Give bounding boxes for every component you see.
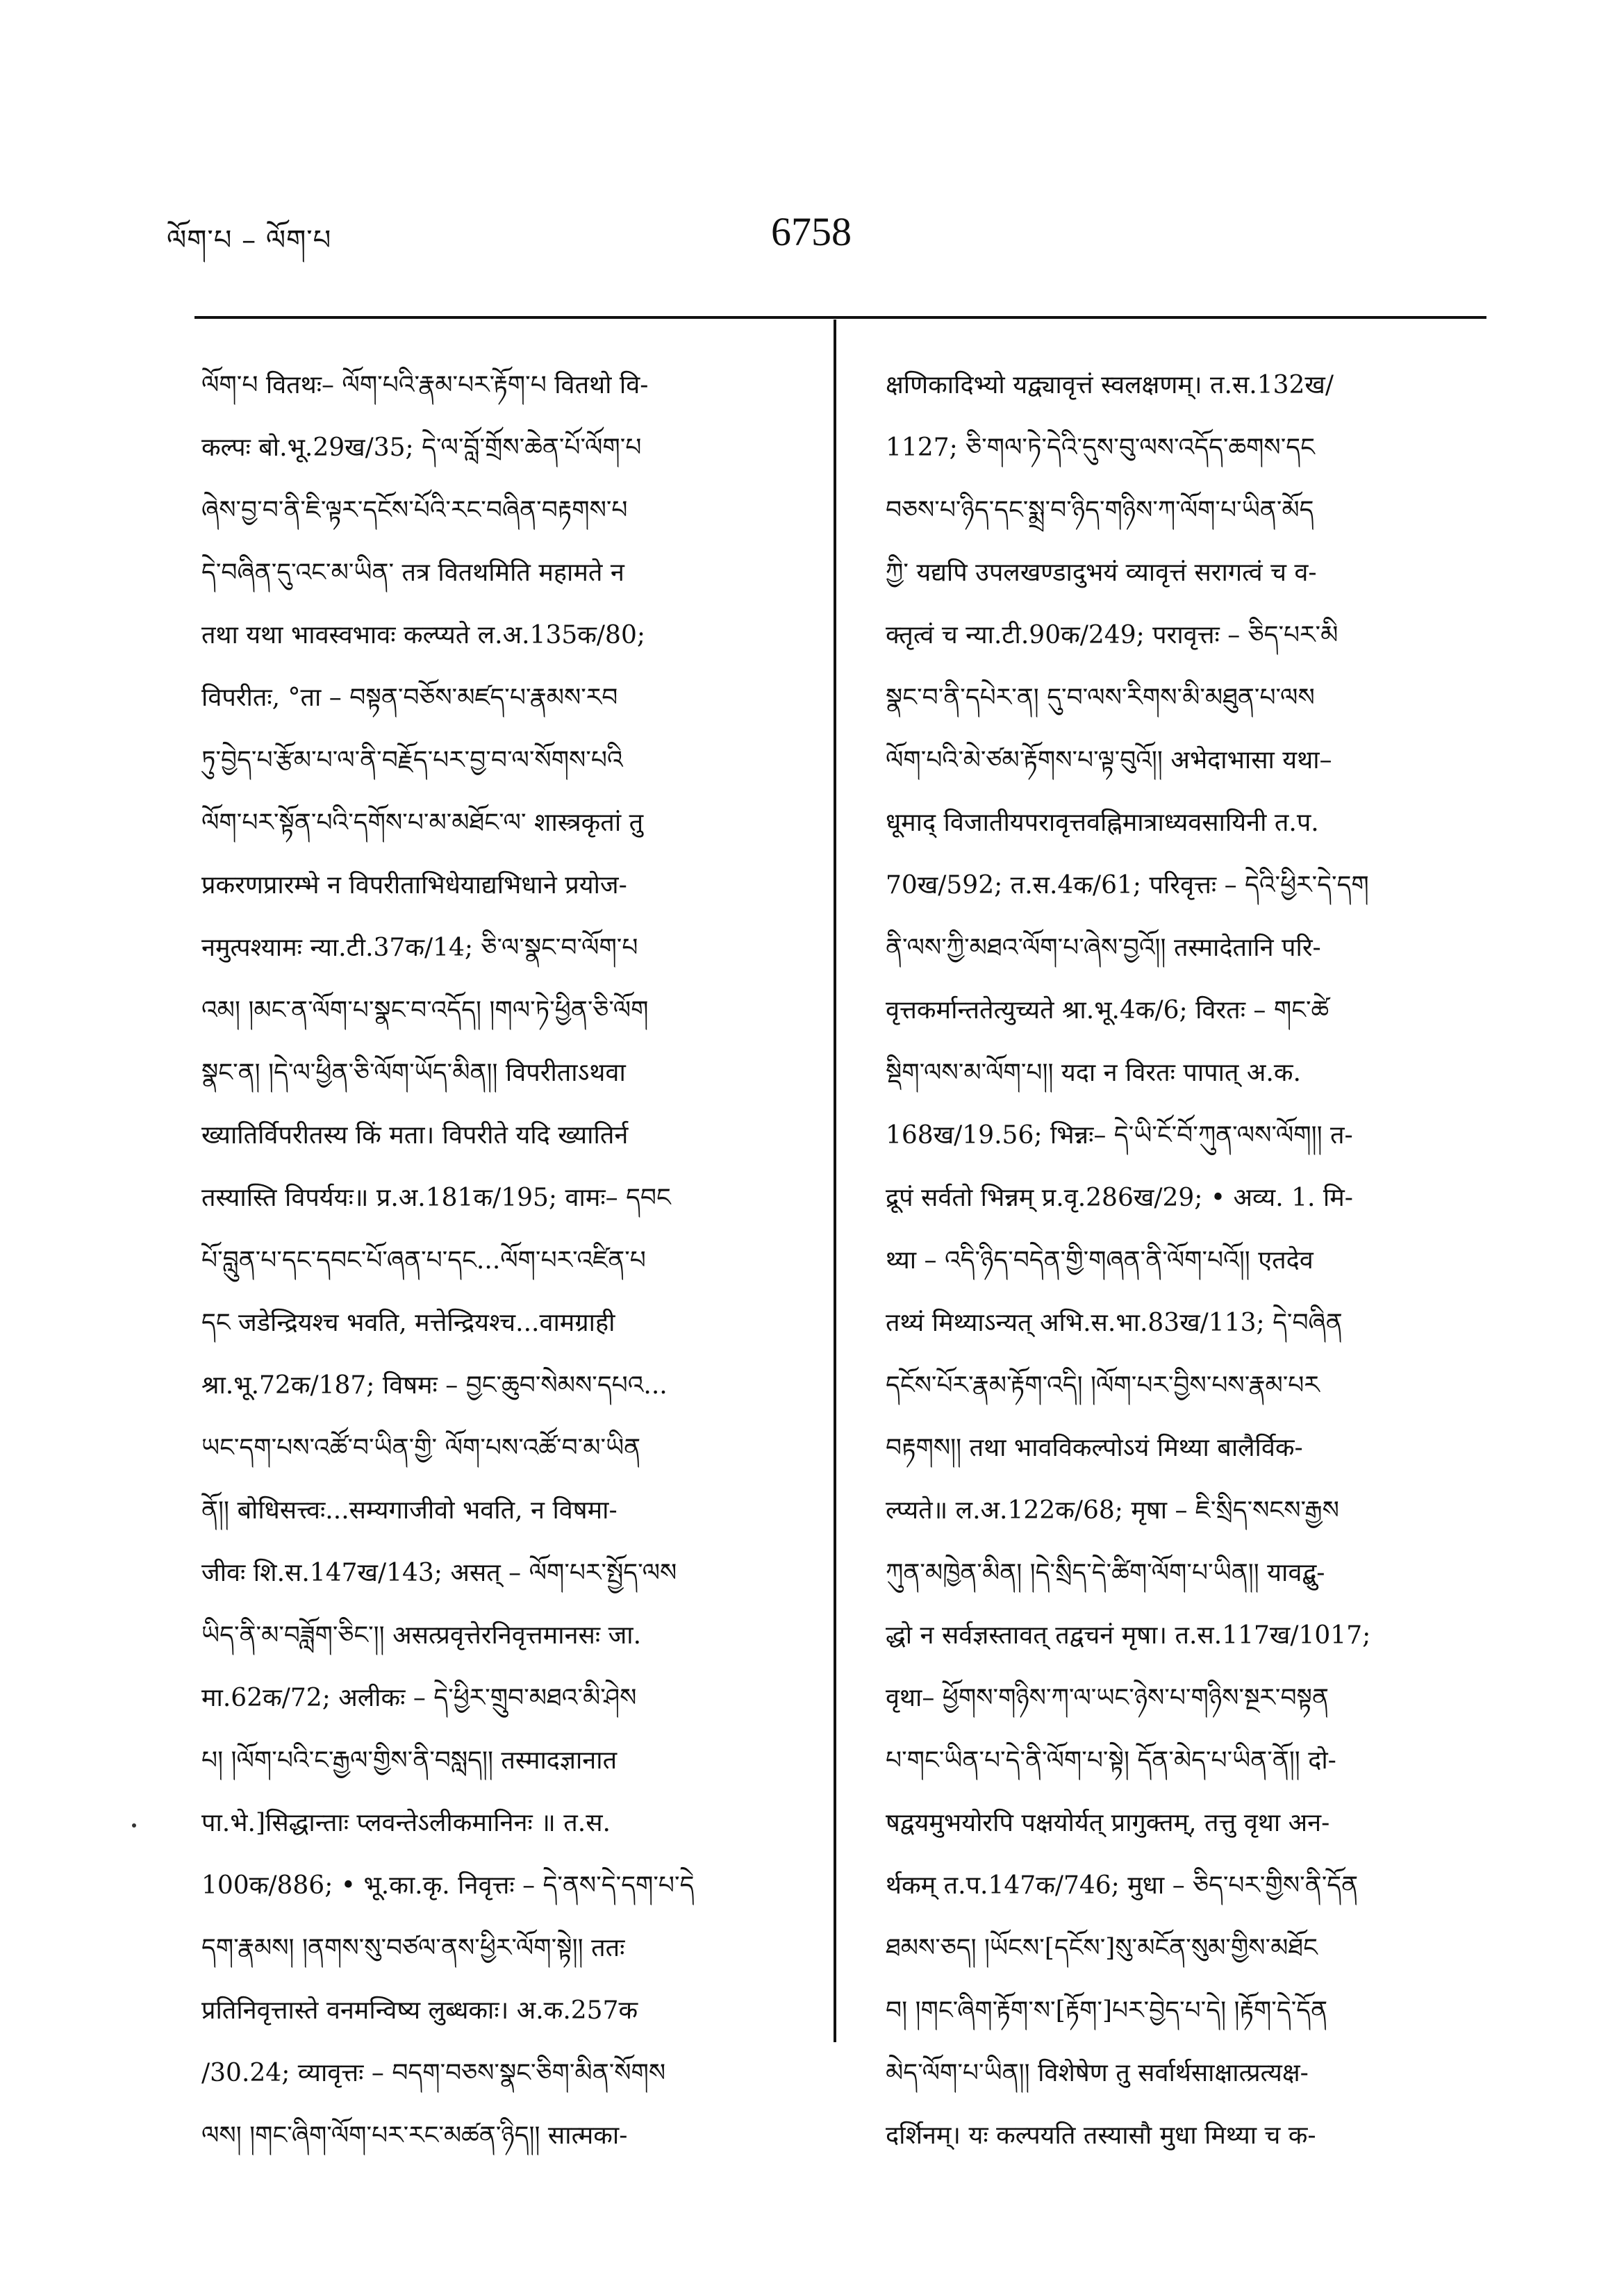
text-line: ख्यातिर्विपरीतस्य किं मता। विपरीते यदि ख्यातिर्न (201, 1121, 629, 1150)
text-line: ལོག་པའི་མེ་ཙམ་རྟོགས་པ་ལྟ་བུའོ།། अभेदाभासा यथा– (886, 746, 1332, 775)
text-line: པོ་བླུན་པ་དང་དབང་པོ་ཞན་པ་དང...ལོག་པར་འཛིན་པ (201, 1246, 646, 1275)
text-line: प्रकरणप्रारम्भे न विपरीताभिधेयाद्यभिधाने प्रयोज- (201, 871, 627, 900)
right-column (886, 354, 1511, 2167)
text-line: ཀྱི་ यद्यपि उपलखण्डादुभयं व्यावृत्तं सरागत्वं च व- (886, 558, 1317, 587)
text-line: བཅས་པ་ཉིད་དང་སྨྲ་བ་ཉིད་གཉིས་ཀ་ལོག་པ་ཡིན་མོད (886, 496, 1314, 524)
text-line: कल्पः बो.भू.29ख/35; དེ་ལ་བློ་གྲོས་ཆེན་པོ་ལོག་པ (201, 433, 642, 462)
running-head: ལོག་པ – ལོག་པ (167, 224, 332, 256)
column-divider (834, 320, 836, 2042)
text-line: क्तृत्वं च न्या.टी.90क/249; परावृत्तः – ཅིད་པར་མི (886, 621, 1339, 649)
text-line: བ། །གང་ཞིག་རྟོག་ས་[རྟོག་]པར་བྱེད་པ་དེ། །རྟོག་དེ་དོན (886, 1996, 1328, 2025)
text-line: /30.24; व्यावृत्तः – བདག་བཅས་སྣང་ཅིག་མིན་སོགས (201, 2059, 666, 2087)
text-line: षद्वयमुभयोरपि पक्षयोर्यत् प्रागुक्तम्, तत्तु वृथा अन- (886, 1809, 1330, 1837)
text-line: पा.भे.]सिद्धान्ताः प्लवन्तेऽलीकमानिनः ॥ त.स. (201, 1809, 611, 1837)
header-rule (194, 316, 1486, 319)
text-line: तस्यास्ति विपर्ययः॥ प्र.अ.181क/195; वामः– དབང (201, 1184, 671, 1212)
text-line: नमुत्पश्यामः न्या.टी.37क/14; ཅི་ལ་སྣང་བ་ལོག་པ (201, 934, 638, 962)
text-line: དང जडेन्द्रियश्च भवति, मत्तेन्द्रियश्च...वामग्राही (201, 1309, 615, 1337)
text-line: ཀུན་མཁྱེན་མིན། །དེ་སྲིད་དེ་ཚིག་ལོག་པ་ཡིན།། यावद्बु- (886, 1559, 1325, 1587)
text-line: तथा यथा भावस्वभावः कल्प्यते ल.अ.135क/80; (201, 621, 645, 649)
text-line: द्धो न सर्वज्ञस्तावत् तद्वचनं मृषा। त.स.117ख/1017; (886, 1621, 1371, 1650)
text-line: ཏུ་བྱེད་པ་རྩོམ་པ་ལ་ནི་བརྗོད་པར་བྱ་བ་ལ་སོགས་པའི (201, 746, 623, 775)
text-line: विपरीतः, °ता – བསྟན་བཅོས་མཛད་པ་རྣམས་རབ (201, 684, 618, 712)
text-line: क्षणिकादिभ्यो यद्व्यावृत्तं स्वलक्षणम्। त.स.132ख/ (886, 371, 1334, 399)
page-number: 6758 (771, 209, 852, 254)
text-line: धूमाद् विजातीयपरावृत्तवह्निमात्राध्यवसायिनी त.प. (886, 809, 1319, 837)
text-line: 70ख/592; त.स.4क/61; परिवृत्तः – དེའི་ཕྱིར་དེ་དག (886, 871, 1369, 900)
text-line: थ्या – འདི་ཉིད་བདེན་གྱི་གཞན་ནི་ལོག་པའོ།། एतदेव (886, 1246, 1314, 1275)
text-line: ल्प्यते॥ ल.अ.122क/68; मृषा – ཇི་སྲིད་སངས་རྒྱས (886, 1496, 1339, 1525)
text-line: प्रतिनिवृत्तास्ते वनमन्विष्य लुब्धकाः। अ.क.257क (201, 1996, 638, 2025)
text-line: ལོག་པ वितथः– ལོག་པའི་རྣམ་པར་རྟོག་པ वितथो वि- (201, 371, 649, 399)
text-line: वृत्तकर्मान्ततेत्युच्यते श्रा.भू.4क/6; विरतः – གང་ཚེ (886, 996, 1329, 1025)
text-line: སྣང་བ་ནི་དཔེར་ན། དུ་བ་ལས་རིགས་མི་མཐུན་པ་ལས (886, 684, 1315, 712)
text-line: द्रूपं सर्वतो भिन्नम् प्र.वृ.286ख/29; • अव्य. 1. मि- (886, 1184, 1353, 1212)
text-line: दर्शिनम्। यः कल्पयति तस्यासौ मुधा मिथ्या च क- (886, 2121, 1316, 2150)
text-line: ཡང་དག་པས་འཚོ་བ་ཡིན་གྱི་ ལོག་པས་འཚོ་བ་མ་ཡིན (201, 1434, 641, 1462)
text-line: वृथा– ཕྱོགས་གཉིས་ཀ་ལ་ཡང་ཉེས་པ་གཉིས་སྔར་བསྟན (886, 1684, 1329, 1712)
text-line: ཞེས་བྱ་བ་ནི་ཇི་ལྟར་དངོས་པོའི་རང་བཞིན་བརྟགས་པ (201, 496, 628, 524)
text-line: ཡིད་ནི་མ་བཟློག་ཅིང་།། असत्प्रवृत्तेरनिवृत्तमानसः जा. (201, 1621, 642, 1650)
text-line: 168ख/19.56; भिन्नः– དེ་ཡི་ངོ་བོ་ཀུན་ལས་ལོག།། त- (886, 1121, 1353, 1150)
text-line: 100क/886; • भू.का.कृ. निवृत्तः – དེ་ནས་དེ་དག་པ་དེ (201, 1871, 695, 1900)
text-line: བརྟགས།། तथा भावविकल्पोऽयं मिथ्या बालैर्विक- (886, 1434, 1303, 1462)
text-line: པ་གང་ཡིན་པ་དེ་ནི་ལོག་པ་སྟེ། དོན་མེད་པ་ཡིན་ནོ།། दो- (886, 1746, 1336, 1775)
text-line: मा.62क/72; अलीकः – དེ་ཕྱིར་གྲུབ་མཐའ་མི་ཤེས (201, 1684, 637, 1712)
text-line: ལས། །གང་ཞིག་ལོག་པར་རང་མཚན་ཉིད།། सात्मका- (201, 2121, 628, 2150)
text-line: ནོ།། बोधिसत्त्वः...सम्यगाजीवो भवति, न विषमा- (201, 1496, 618, 1525)
left-column (201, 354, 827, 2167)
text-line: སྣང་ན། །དེ་ལ་ཕྱིན་ཅི་ལོག་ཡོད་མིན།། विपरीताऽथवा (201, 1059, 626, 1087)
text-line: ཐམས་ཅད། །ཡོངས་[དངོས་]སུ་མངོན་སུམ་གྱིས་མཐོང (886, 1934, 1318, 1962)
text-line: जीवः शि.स.147ख/143; असत् – ལོག་པར་སྤྱོད་ལས (201, 1559, 677, 1587)
text-line: དག་རྣམས། །ནགས་སུ་བཙལ་ནས་ཕྱིར་ལོག་སྟེ།། ततः (201, 1934, 625, 1962)
text-line: 1127; ཅི་གལ་ཏེ་དེའི་དུས་བུ་ལས་འདོད་ཆགས་དང (886, 433, 1315, 462)
text-line: པ། །ལོག་པའི་ང་རྒྱལ་གྱིས་ནི་བསླད།། तस्मादज्ञानात (201, 1746, 618, 1775)
text-line: མེད་ལོག་པ་ཡིན།། विशेषेण तु सर्वार्थसाक्षात्प्रत्यक्ष- (886, 2059, 1309, 2087)
text-line: र्थकम् त.प.147क/746; मुधा – ཅིད་པར་གྱིས་ནི་དོན (886, 1871, 1359, 1900)
margin-dot (132, 1823, 136, 1828)
text-line: श्रा.भू.72क/187; विषमः – བྱང་ཆུབ་སེམས་དཔའ... (201, 1371, 668, 1400)
text-line: དངོས་པོར་རྣམ་རྟོག་འདི། །ལོག་པར་བྱིས་པས་རྣམ་པར (886, 1371, 1320, 1400)
text-line: तथ्यं मिथ्याऽन्यत् अभि.स.भा.83ख/113; དེ་བཞིན (886, 1309, 1343, 1337)
text-line: འམ། །མང་ན་ལོག་པ་སྣང་བ་འདོད། །གལ་ཏེ་ཕྱིན་ཅི་ལོག (201, 996, 649, 1025)
text-line: ལོག་པར་སྟོན་པའི་དགོས་པ་མ་མཐོང་ལ་ शास्त्रकृतां तु (201, 809, 644, 837)
text-line: དེ་བཞིན་དུ་འང་མ་ཡིན་ तत्र वितथमिति महामते न (201, 558, 624, 587)
text-line: སྡིག་ལས་མ་ལོག་པ།། यदा न विरतः पापात् अ.क. (886, 1059, 1301, 1087)
text-line: ནི་ལས་ཀྱི་མཐའ་ལོག་པ་ཞེས་བྱའོ།། तस्मादेतानि परि- (886, 934, 1321, 962)
